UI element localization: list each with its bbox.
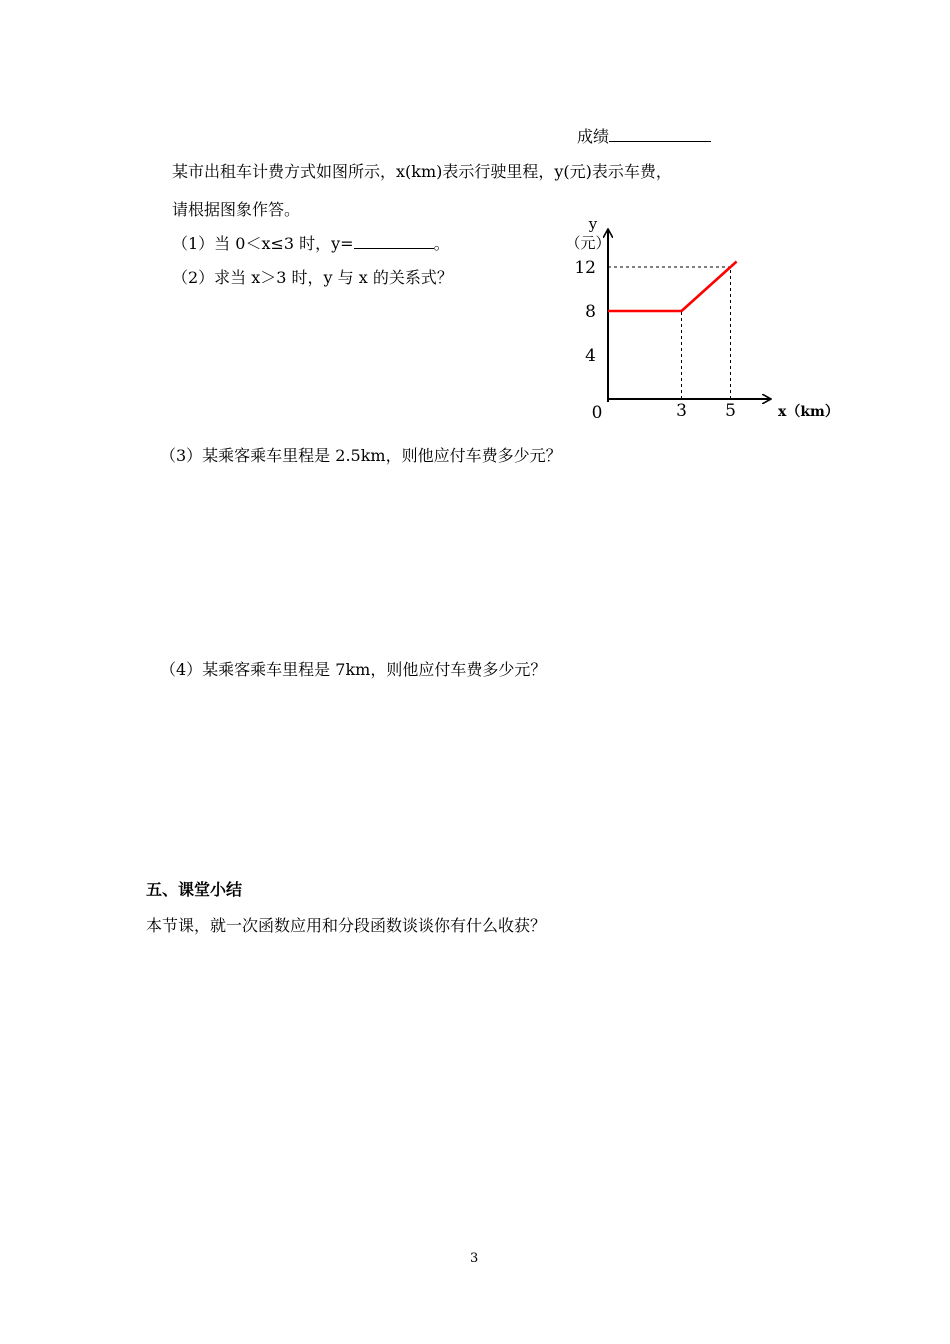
series-group <box>608 262 737 312</box>
question-4: （4）某乘客乘车里程是 7km，则他应付车费多少元？ <box>160 660 547 679</box>
problem-intro-line1: 某市出租车计费方式如图所示，x(km)表示行驶里程，y(元)表示车费， <box>172 162 672 181</box>
summary-heading: 五、课堂小结 <box>146 880 243 899</box>
y-axis-label: y <box>588 215 598 233</box>
x-axis-label: x（km） <box>778 404 839 420</box>
fare-line-0 <box>608 262 737 312</box>
page-number: 3 <box>470 1251 479 1266</box>
y-tick-label-4: 4 <box>585 346 596 366</box>
origin-label: 0 <box>591 403 603 423</box>
taxi-fare-chart <box>560 212 840 427</box>
x-tick-label-3: 3 <box>676 401 687 421</box>
question-2: （2）求当 x＞3 时，y 与 x 的关系式？ <box>172 268 453 287</box>
summary-text: 本节课，就一次函数应用和分段函数谈谈你有什么收获？ <box>146 916 547 935</box>
x-tick-label-5: 5 <box>725 401 736 421</box>
question-1-text: （1）当 0＜x≤3 时，y= <box>172 234 354 253</box>
score-field <box>577 126 711 147</box>
y-tick-label-12: 12 <box>574 258 596 278</box>
y-tick-label-8: 8 <box>585 302 596 322</box>
question-1-blank[interactable] <box>354 233 434 249</box>
y-axis-unit: （元） <box>565 234 611 252</box>
guide-lines <box>608 267 731 399</box>
score-label: 成绩 <box>577 127 610 146</box>
score-blank[interactable] <box>609 126 711 142</box>
question-1 <box>172 233 450 254</box>
question-3: （3）某乘客乘车里程是 2.5km，则他应付车费多少元？ <box>160 446 562 465</box>
question-1-suffix: 。 <box>433 234 450 253</box>
problem-intro-line2: 请根据图象作答。 <box>172 200 301 219</box>
